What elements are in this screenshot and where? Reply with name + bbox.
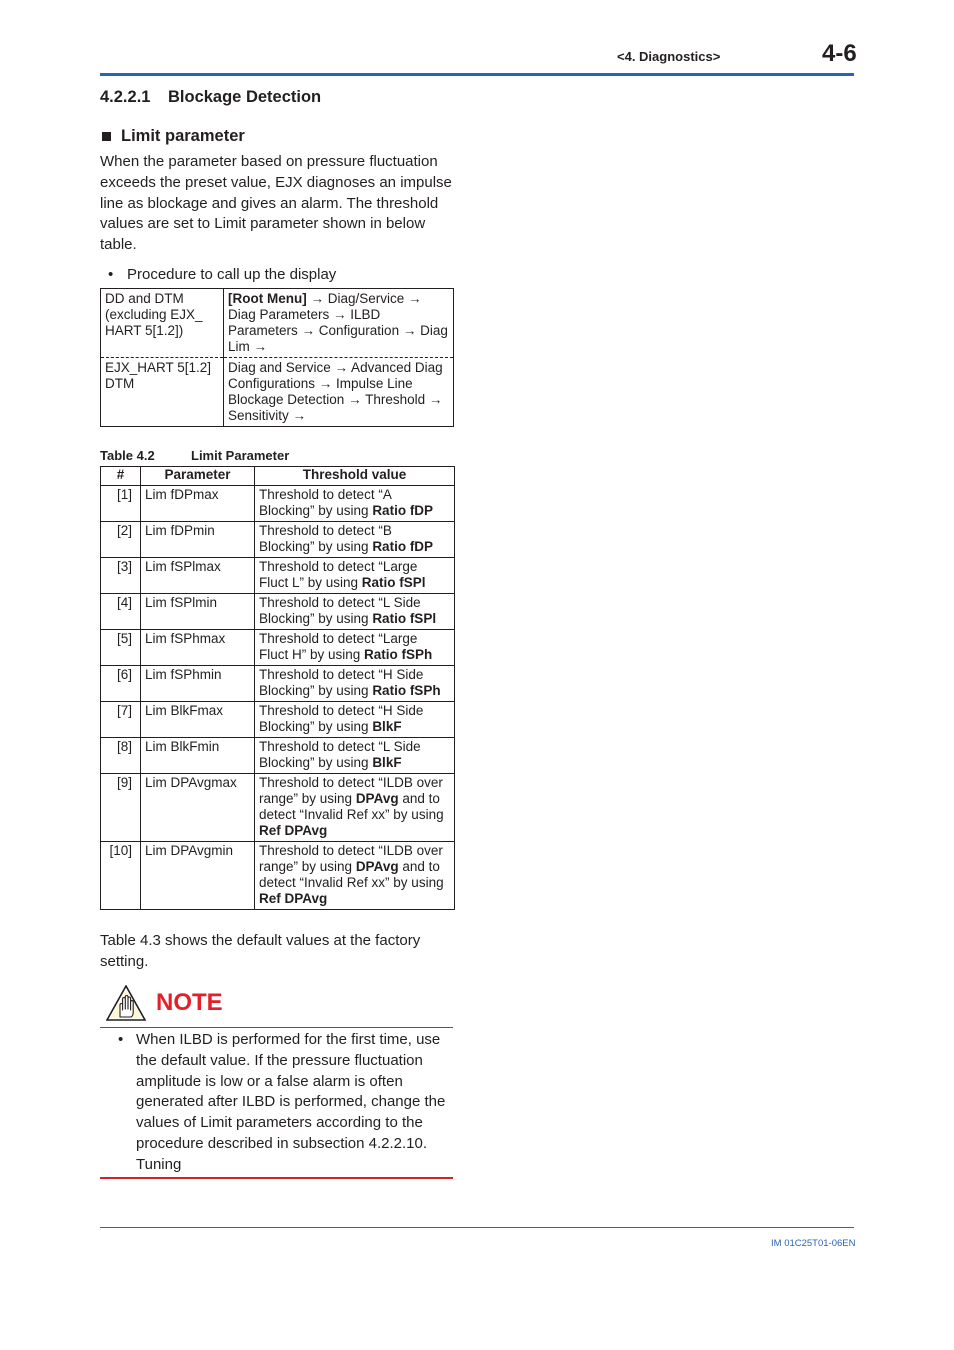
- limit-table-body: [101, 486, 455, 910]
- row-number: [10]: [101, 842, 141, 910]
- note-bullet-item: [118, 1030, 448, 1176]
- threshold-variable: Ratio fDP: [372, 539, 434, 554]
- page-number: 4-6: [822, 40, 857, 67]
- header-rule: [100, 73, 854, 76]
- running-header-section: <4. Diagnostics>: [617, 49, 721, 64]
- procedure-tool: DD and DTM (excluding EJX_ HART 5[1.2]): [101, 289, 224, 358]
- threshold-description: [255, 630, 455, 666]
- parameter-name: Lim fSPhmin: [141, 666, 255, 702]
- parameter-name: Lim BlkFmin: [141, 738, 255, 774]
- table-row: [101, 522, 455, 558]
- note-rule-top: [100, 1027, 453, 1028]
- intro-paragraph: When the parameter based on pressure fluctuation exceeds the preset value, EJX diagnoses an impulse line as blockage and gives an alarm. The threshold values are set to Limit parameter shown in below table.: [100, 153, 452, 254]
- threshold-description: [255, 842, 455, 910]
- subsection-title: Limit parameter: [121, 127, 245, 145]
- row-number: [4]: [101, 594, 141, 630]
- bullet-icon: •: [108, 266, 114, 283]
- procedure-path-root: [Root Menu]: [228, 291, 307, 306]
- threshold-variable: Ratio fSPl: [372, 611, 437, 626]
- threshold-text: Threshold to detect “Large Fluct H” by using: [259, 631, 418, 662]
- threshold-variable: Ratio fDP: [372, 503, 434, 518]
- note-text: When ILBD is performed for the first time, use the default value. If the pressure fluctuation amplitude is low or a false alarm is often generated after ILBD is performed, change the values of Limit parameters according to the procedure described in subsection 4.2.2.10. Tuning: [136, 1031, 446, 1173]
- row-number: [7]: [101, 702, 141, 738]
- threshold-description: [255, 522, 455, 558]
- threshold-variable: DPAvg: [355, 859, 399, 874]
- threshold-text: Threshold to detect “B Blocking” by using: [259, 523, 392, 554]
- threshold-description: [255, 666, 455, 702]
- threshold-text: Threshold to detect “H Side Blocking” by using: [259, 703, 424, 734]
- row-number: [8]: [101, 738, 141, 774]
- parameter-name: Lim BlkFmax: [141, 702, 255, 738]
- parameter-name: Lim fSPhmax: [141, 630, 255, 666]
- factory-default-paragraph: Table 4.3 shows the default values at the factory setting.: [100, 932, 421, 970]
- square-bullet-icon: [102, 132, 111, 141]
- document-id: IM 01C25T01-06EN: [771, 1238, 856, 1249]
- row-number: [5]: [101, 630, 141, 666]
- caution-hand-icon: [106, 985, 146, 1021]
- parameter-name: Lim fDPmax: [141, 486, 255, 522]
- threshold-variable: Ratio fSPl: [361, 575, 426, 590]
- procedure-row: [101, 358, 454, 427]
- threshold-variable: Ref DPAvg: [259, 823, 328, 838]
- section-number: 4.2.2.1: [100, 88, 151, 106]
- table-row: [101, 738, 455, 774]
- procedure-tool: EJX_HART 5[1.2] DTM: [101, 358, 224, 427]
- note-rule-bottom: [100, 1177, 453, 1179]
- threshold-text: Threshold to detect “H Side Blocking” by using: [259, 667, 424, 698]
- footer-rule: [100, 1227, 854, 1228]
- threshold-text: Threshold to detect “ILDB over range” by using: [259, 775, 443, 806]
- table-row: [101, 486, 455, 522]
- row-number: [2]: [101, 522, 141, 558]
- limit-parameter-table: [100, 466, 455, 910]
- procedure-bullet-item: [108, 266, 336, 283]
- row-number: [3]: [101, 558, 141, 594]
- column-header-threshold: Threshold value: [255, 467, 455, 486]
- table-row: [101, 842, 455, 910]
- table-row: [101, 594, 455, 630]
- threshold-description: [255, 738, 455, 774]
- threshold-variable: Ratio fSPh: [364, 647, 433, 662]
- table-header-row: [101, 467, 455, 486]
- column-header-number: #: [101, 467, 141, 486]
- threshold-description: [255, 702, 455, 738]
- parameter-name: Lim DPAvgmax: [141, 774, 255, 842]
- parameter-name: Lim fSPlmin: [141, 594, 255, 630]
- threshold-variable: BlkF: [372, 755, 402, 770]
- threshold-description: [255, 594, 455, 630]
- bullet-icon: •: [118, 1031, 124, 1048]
- threshold-variable: BlkF: [372, 719, 402, 734]
- procedure-label: Procedure to call up the display: [127, 266, 337, 283]
- parameter-name: Lim DPAvgmin: [141, 842, 255, 910]
- procedure-path-rest: Diag and Service → Advanced Diag Configurations → Impulse Line Blockage Detection → Threshold → Sensitivity →: [228, 360, 443, 423]
- threshold-text: Threshold to detect “Large Fluct L” by using: [259, 559, 418, 590]
- procedure-path: [224, 289, 454, 358]
- table-row: [101, 774, 455, 842]
- threshold-text: Threshold to detect “ILDB over range” by using: [259, 843, 443, 874]
- row-number: [1]: [101, 486, 141, 522]
- table-caption-title: Limit Parameter: [191, 448, 290, 463]
- threshold-text: Threshold to detect “L Side Blocking” by using: [259, 595, 421, 626]
- section-title: Blockage Detection: [168, 88, 322, 106]
- table-caption: [100, 448, 289, 463]
- note-title: NOTE: [156, 989, 223, 1016]
- parameter-name: Lim fDPmin: [141, 522, 255, 558]
- parameter-name: Lim fSPlmax: [141, 558, 255, 594]
- column-header-parameter: Parameter: [141, 467, 255, 486]
- threshold-text: and to detect “Invalid Ref xx” by using: [259, 791, 444, 822]
- procedure-path: [224, 358, 454, 427]
- table-row: [101, 630, 455, 666]
- subsection-heading: [100, 127, 245, 146]
- threshold-variable: Ref DPAvg: [259, 891, 328, 906]
- section-heading: [100, 88, 321, 107]
- procedure-row: [101, 289, 454, 358]
- table-row: [101, 666, 455, 702]
- threshold-text: and to detect “Invalid Ref xx” by using: [259, 859, 444, 890]
- table-caption-number: Table 4.2: [100, 448, 155, 463]
- row-number: [6]: [101, 666, 141, 702]
- table-row: [101, 702, 455, 738]
- threshold-variable: DPAvg: [355, 791, 399, 806]
- threshold-description: [255, 774, 455, 842]
- row-number: [9]: [101, 774, 141, 842]
- threshold-description: [255, 558, 455, 594]
- threshold-text: Threshold to detect “L Side Blocking” by using: [259, 739, 421, 770]
- threshold-text: Threshold to detect “A Blocking” by using: [259, 487, 392, 518]
- procedure-path-rest: → Diag/Service → Diag Parameters → ILBD Parameters → Configuration → Diag Lim →: [228, 291, 448, 354]
- threshold-variable: Ratio fSPh: [372, 683, 441, 698]
- threshold-description: [255, 486, 455, 522]
- table-row: [101, 558, 455, 594]
- procedure-table: [100, 288, 454, 427]
